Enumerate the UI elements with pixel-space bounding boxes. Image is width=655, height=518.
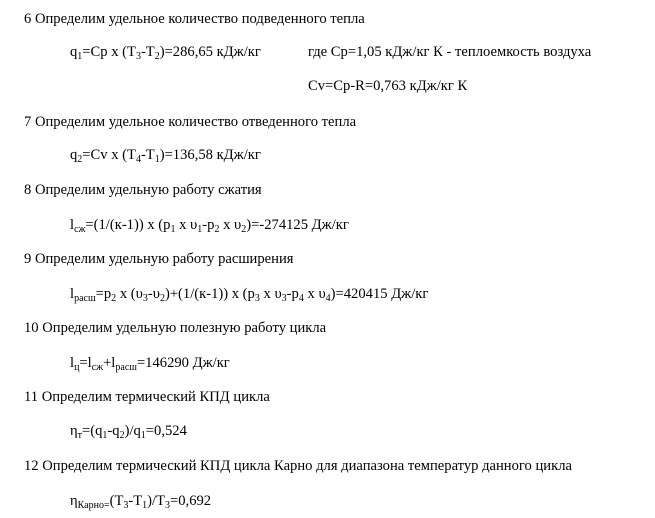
section-9-heading: 9 Определим удельную работу расширения bbox=[24, 251, 294, 267]
section-10-heading: 10 Определим удельную полезную работу цикла bbox=[24, 320, 327, 336]
section-9-formula: $l_{расш}=p_2$ x $(\upsilon_3-\upsilon_2)+(1/(к-1))$ x ($p_3$ x $\upsilon_3-p_4$ x $\upsilon_4)=420415$ Дж/кг bbox=[70, 286, 429, 304]
section-12-heading: 12 Определим термический КПД цикла Карно для диапазона температур данного цикла bbox=[24, 458, 572, 474]
section-6-formula: $q_1=Cp$ x $(T_3-T_2)=286,65$ кДж/кг bbox=[70, 44, 261, 62]
section-7-formula: $q_2=Cv$ x $(T_4-T_1)=136,58$ кДж/кг bbox=[70, 147, 261, 165]
section-8-formula: $l_{сж}=(1/(к-1))$ x ($p_1$ x $\upsilon_1-p_2$ x $\upsilon_2)=-274125$ Дж/кг bbox=[70, 217, 349, 235]
section-6-note-cv: Cv=Cp-R=0,763 кДж/кг К bbox=[308, 78, 468, 94]
section-11-formula: $\eta_т=(q_1-q_2)/q_1=0,524$ bbox=[70, 423, 187, 441]
section-11-heading: 11 Определим термический КПД цикла bbox=[24, 389, 270, 405]
section-8-heading: 8 Определим удельную работу сжатия bbox=[24, 182, 262, 198]
section-12-formula: $\eta_{Карно=}(T_3-T_1)/T_3=0,692$ bbox=[70, 493, 212, 511]
section-6-note-cp: где Cp=1,05 кДж/кг К - теплоемкость воздуха bbox=[308, 44, 592, 60]
section-6-heading: 6 Определим удельное количество подведенного тепла bbox=[24, 11, 365, 27]
section-7-heading: 7 Определим удельное количество отведенного тепла bbox=[24, 114, 357, 130]
section-10-formula: $l_ц=l_{сж}+l_{расш}=146290$ Дж/кг bbox=[70, 355, 230, 373]
